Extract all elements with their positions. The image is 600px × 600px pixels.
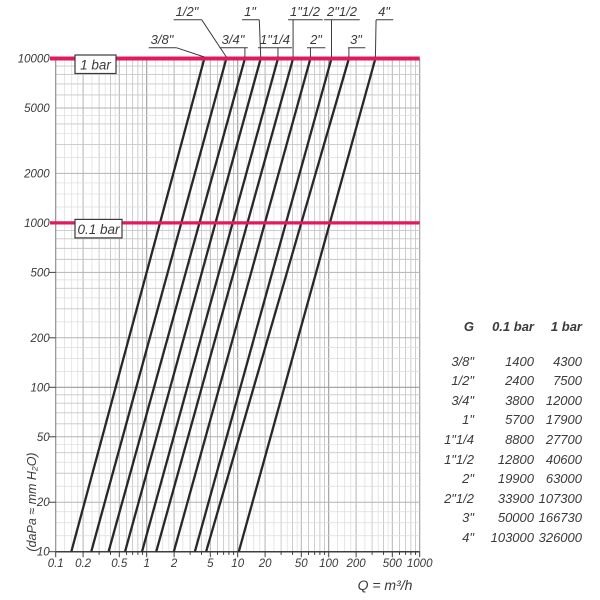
table-cell: 2"1/2 [444, 490, 474, 506]
table-cell: 50000 [497, 510, 534, 526]
y-tick-label: 10000 [17, 53, 50, 66]
flow-rate-table [432, 319, 582, 550]
table-row [432, 393, 582, 413]
pipe-size-label: 3" [350, 32, 362, 47]
table-row [432, 354, 582, 374]
table-cell: 103000 [490, 529, 534, 545]
table-header [432, 319, 582, 339]
x-tick-label: 50 [294, 558, 308, 571]
table-cell: 3/8" [451, 353, 474, 369]
table-body [432, 354, 582, 550]
col-header-01bar: 0.1 bar [492, 319, 534, 334]
reference-label: 1 bar [80, 57, 111, 73]
x-tick-label: 10 [231, 558, 245, 571]
table-cell: 1400 [505, 353, 534, 369]
y-tick-label: 500 [30, 267, 50, 280]
flow-curve [195, 59, 332, 552]
flow-curve [206, 59, 349, 552]
table-cell: 3/4" [451, 392, 474, 408]
y-tick-label: 5000 [24, 102, 50, 115]
pipe-size-label: 2" [310, 32, 322, 47]
y-tick-label: 10 [36, 546, 50, 559]
table-cell: 4" [462, 529, 474, 545]
x-tick-label: 1000 [406, 558, 433, 571]
col-header-size: G [463, 319, 474, 334]
table-cell: 33900 [497, 490, 534, 506]
table-cell: 166730 [538, 510, 582, 526]
y-tick-label: 200 [30, 332, 50, 345]
table-cell: 1/2" [451, 373, 474, 389]
x-axis-title: Q = m³/h [357, 577, 413, 593]
table-cell: 40600 [545, 451, 582, 467]
table-row [432, 510, 582, 530]
table-cell: 7500 [553, 373, 582, 389]
col-header-1bar: 1 bar [550, 319, 582, 334]
pipe-size-label: 1" [244, 4, 256, 19]
flow-curve [239, 59, 376, 552]
x-tick-label: 1 [143, 558, 150, 571]
label-leader-line [177, 48, 205, 57]
table-cell: 107300 [538, 490, 582, 506]
x-tick-label: 0.2 [75, 558, 92, 571]
table-cell: 2400 [505, 373, 534, 389]
table-cell: 12800 [497, 451, 534, 467]
table-cell: 27700 [545, 431, 582, 447]
x-tick-label: 0.1 [47, 558, 64, 571]
y-tick-label: 50 [36, 431, 50, 444]
pipe-size-label: 1"1/2 [290, 4, 320, 19]
table-row [432, 471, 582, 491]
pipe-size-label: 4" [378, 4, 390, 19]
y-tick-label: 100 [30, 382, 50, 395]
table-cell: 4300 [553, 353, 582, 369]
x-tick-label: 100 [319, 558, 339, 571]
y-tick-label: 1000 [24, 217, 50, 230]
x-tick-label: 20 [258, 558, 272, 571]
flow-curve [125, 59, 261, 552]
pipe-size-label: 1"1/4 [260, 32, 290, 47]
x-tick-label: 200 [346, 558, 366, 571]
table-cell: 12000 [545, 392, 582, 408]
grid [56, 59, 420, 552]
table-cell: 1"1/2 [444, 451, 474, 467]
table-cell: 1" [462, 412, 474, 428]
flow-curve [174, 59, 311, 552]
table-cell: 17900 [545, 412, 582, 428]
pipe-size-label: 1/2" [175, 4, 199, 19]
pipe-size-label: 3/8" [150, 32, 174, 47]
table-cell: 3800 [505, 392, 534, 408]
x-tick-label: 0.5 [111, 558, 128, 571]
table-cell: 8800 [505, 431, 534, 447]
table-row [432, 412, 582, 432]
table-cell: 63000 [545, 471, 582, 487]
table-cell: 3" [462, 510, 474, 526]
table-cell: 2" [462, 471, 474, 487]
table-cell: 19900 [497, 471, 534, 487]
reference-label: 0.1 bar [77, 221, 120, 237]
table-cell: 5700 [505, 412, 534, 428]
x-tick-label: 2 [170, 558, 178, 571]
label-leader-line [375, 20, 376, 57]
y-tick-label: 2000 [24, 168, 50, 181]
x-tick-label: 5 [207, 558, 214, 571]
x-tick-label: 500 [382, 558, 402, 571]
y-axis-title: (daPa ≈ mm H₂O) [25, 452, 39, 552]
y-tick-label: 20 [36, 497, 50, 510]
table-cell: 326000 [538, 529, 582, 545]
table-cell: 1"1/4 [444, 431, 474, 447]
pipe-size-label: 3/4" [221, 32, 245, 47]
table-row [432, 373, 582, 393]
table-row [432, 530, 582, 550]
pipe-size-label: 2"1/2 [327, 4, 357, 19]
table-row [432, 452, 582, 472]
table-row [432, 491, 582, 511]
table-row [432, 432, 582, 452]
